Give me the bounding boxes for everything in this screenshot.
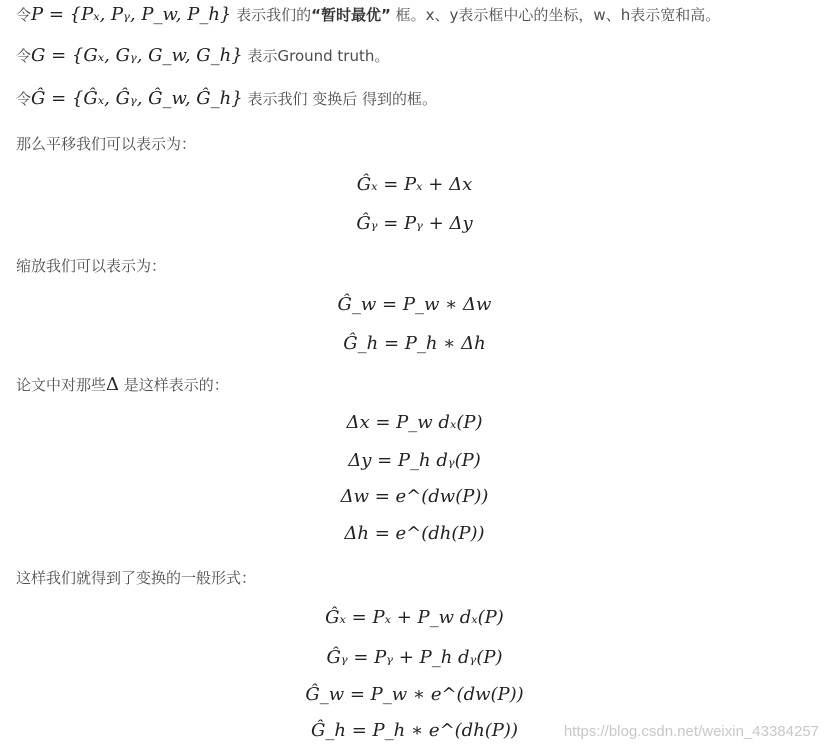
p-definition-text-tail: 框。x、y表示框中心的坐标，w、h表示宽和高。	[395, 6, 721, 24]
g-definition-math: G = {Gₓ, Gᵧ, G_w, G_h}	[31, 45, 243, 66]
general-equation-h: Ĝ_h = P_h ∗ e^(dh(P))	[311, 720, 518, 741]
p-definition-math: P = {Pₓ, Pᵧ, P_w, P_h}	[31, 4, 232, 25]
g-definition-text: 表示Ground truth。	[247, 47, 390, 65]
general-equation-x: Ĝₓ = Pₓ + P_w dₓ(P)	[325, 607, 504, 628]
ghat-definition-math: Ĝ = {Ĝₓ, Ĝᵧ, Ĝ_w, Ĝ_h}	[31, 88, 243, 109]
g-definition-line: 令G = {Gₓ, Gᵧ, G_w, G_h} 表示Ground truth。	[16, 45, 390, 66]
p-definition-text: 表示我们的	[236, 6, 312, 24]
scaling-equation-w: Ĝ_w = P_w ∗ Δw	[337, 294, 492, 315]
p-definition-emphasis: “暂时最优”	[311, 6, 391, 24]
delta-y-equation: Δy = P_h dᵧ(P)	[348, 450, 481, 471]
scaling-equation-h: Ĝ_h = P_h ∗ Δh	[343, 333, 486, 354]
scaling-heading: 缩放我们可以表示为：	[16, 257, 167, 275]
general-heading: 这样我们就得到了变换的一般形式：	[16, 569, 257, 587]
delta-x-equation: Δx = P_w dₓ(P)	[346, 412, 483, 433]
p-definition-line: 令P = {Pₓ, Pᵧ, P_w, P_h} 表示我们的“暂时最优” 框。x、y表示框中心的坐标，w、h表示宽和高。	[16, 4, 721, 25]
delta-symbol: Δ	[106, 374, 120, 395]
delta-w-equation: Δw = e^(dw(P))	[340, 486, 489, 507]
ghat-definition-line: 令Ĝ = {Ĝₓ, Ĝᵧ, Ĝ_w, Ĝ_h} 表示我们 变换后 得到的框。	[16, 88, 438, 109]
paper-heading: 论文中对那些Δ 是这样表示的：	[16, 374, 229, 395]
general-equation-y: Ĝᵧ = Pᵧ + P_h dᵧ(P)	[326, 647, 503, 668]
general-equation-w: Ĝ_w = P_w ∗ e^(dw(P))	[305, 684, 524, 705]
translation-heading: 那么平移我们可以表示为：	[16, 135, 197, 153]
translation-equation-x: Ĝₓ = Pₓ + Δx	[356, 174, 473, 195]
translation-equation-y: Ĝᵧ = Pᵧ + Δy	[356, 213, 473, 234]
watermark: https://blog.csdn.net/weixin_43384257	[563, 723, 819, 740]
ghat-definition-text: 表示我们 变换后 得到的框。	[247, 90, 438, 108]
delta-h-equation: Δh = e^(dh(P))	[344, 523, 485, 544]
